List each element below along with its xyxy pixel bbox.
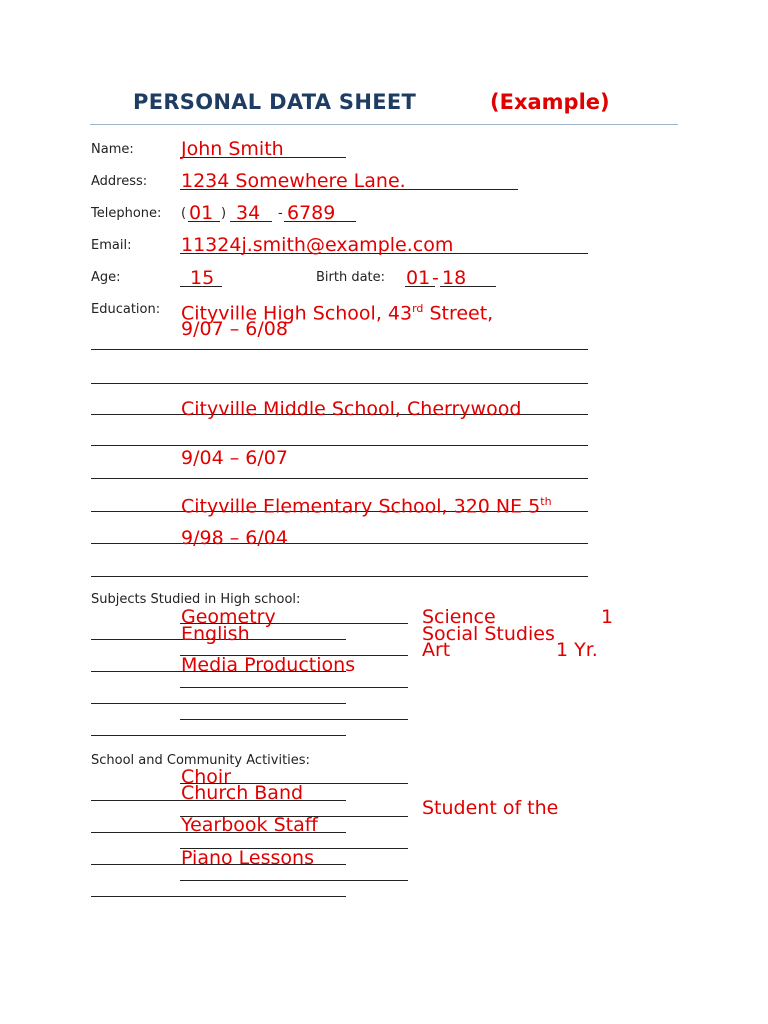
subjects-label: Subjects Studied in High school: bbox=[91, 592, 301, 607]
page-title: PERSONAL DATA SHEET bbox=[133, 90, 417, 114]
page-title-example: (Example) bbox=[490, 90, 610, 114]
education-label: Education: bbox=[91, 302, 161, 317]
activity-right-item: Student of the bbox=[422, 797, 559, 819]
email-label: Email: bbox=[91, 238, 132, 253]
activity-left-item: Church Band bbox=[181, 782, 304, 804]
subject-right-years: 1 bbox=[601, 606, 614, 628]
activity-left-item: Yearbook Staff bbox=[181, 814, 318, 836]
phone-prefix-value: 34 bbox=[236, 202, 261, 224]
phone-area-value: 01 bbox=[189, 202, 214, 224]
subjects-line bbox=[180, 719, 408, 720]
education-line bbox=[91, 478, 588, 479]
phone-paren-open: ( bbox=[181, 206, 187, 221]
activity-left-item: Choir bbox=[181, 766, 232, 788]
birth-month-value: 01 bbox=[406, 267, 431, 289]
address-value: 1234 Somewhere Lane. bbox=[181, 170, 406, 192]
subject-right-item: Social Studies bbox=[422, 623, 555, 645]
subject-left-item: Geometry bbox=[181, 606, 276, 628]
education-elementary: Cityville Elementary School, 320 NE 5th bbox=[181, 495, 552, 518]
subject-right-item: Art bbox=[422, 639, 451, 661]
subject-left-item: English bbox=[181, 623, 250, 645]
subject-right-years: 1 Yr. bbox=[556, 639, 598, 661]
education-high-school-dates: 9/07 – 6/08 bbox=[181, 318, 288, 340]
activities-line bbox=[180, 880, 408, 881]
education-line bbox=[91, 383, 588, 384]
phone-line-value: 6789 bbox=[287, 202, 336, 224]
activities-line bbox=[91, 896, 346, 897]
subject-left-item: Media Productions bbox=[181, 654, 356, 676]
subjects-line bbox=[180, 687, 408, 688]
education-line bbox=[91, 349, 588, 350]
subjects-line bbox=[91, 735, 346, 736]
education-middle-school: Cityville Middle School, Cherrywood bbox=[181, 398, 522, 420]
name-value: John Smith bbox=[181, 138, 284, 160]
education-high-school: Cityville High School, 43rd Street, bbox=[181, 302, 494, 325]
email-value: 11324j.smith@example.com bbox=[181, 234, 454, 256]
education-line bbox=[91, 445, 588, 446]
education-line bbox=[91, 576, 588, 577]
education-elementary-dates: 9/98 – 6/04 bbox=[181, 527, 288, 549]
title-divider bbox=[90, 124, 678, 125]
age-value: 15 bbox=[190, 267, 215, 289]
age-label: Age: bbox=[91, 270, 121, 285]
birth-date-label: Birth date: bbox=[316, 270, 386, 285]
activity-left-item: Piano Lessons bbox=[181, 847, 314, 869]
phone-paren-close: ) bbox=[221, 206, 227, 221]
education-line bbox=[91, 543, 588, 544]
birth-dash: - bbox=[432, 267, 439, 289]
subject-right-item: Science bbox=[422, 606, 496, 628]
education-middle-school-dates: 9/04 – 6/07 bbox=[181, 447, 288, 469]
telephone-label: Telephone: bbox=[91, 206, 162, 221]
birth-day-value: 18 bbox=[442, 267, 467, 289]
activities-label: School and Community Activities: bbox=[91, 753, 310, 768]
phone-dash: - bbox=[278, 206, 283, 221]
name-label: Name: bbox=[91, 142, 134, 157]
subjects-line bbox=[91, 703, 346, 704]
address-label: Address: bbox=[91, 174, 148, 189]
